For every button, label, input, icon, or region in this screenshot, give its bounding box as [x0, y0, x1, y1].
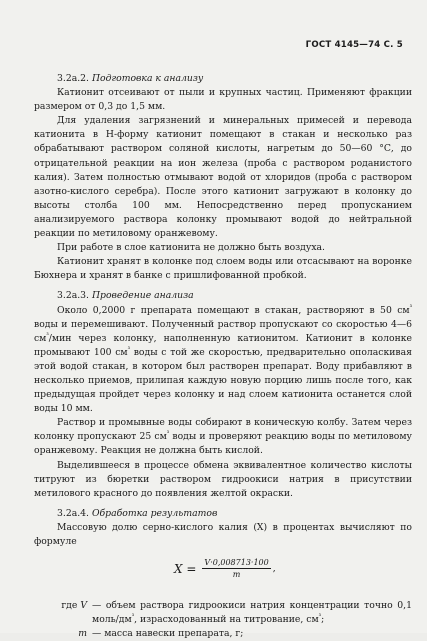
paragraph: Для удаления загрязнений и минеральных примесей и перевода катионита в Н-форму катионит помещают в стакан и несколько раз обрабатывают раствором соляной кислоты, нагретым до 50—60 °С, до отрицательной реакции на ион железа (проба с раствором роданистого калия). Затем полностью отмывают водой от хлоридов (проба с раствором азотно-кислого серебра). После этого катионит загружают в колонку до высоты столба 100 мм. Непосредственно перед пропусканием анализируемого раствора колонку промывают водой до нейтральной реакции по метиловому оранжевому. [34, 115, 412, 240]
section-heading-procedure [34, 289, 412, 303]
page-header: ГОСТ 4145—74 С. 5 [305, 40, 403, 50]
formula-suffix: , [272, 562, 276, 574]
paragraph: Катионит хранят в колонке под слоем воды или отсасывают на воронке Бюхнера и хранят в банке с пришлифованной пробкой. [34, 256, 412, 282]
section-title: Обработка результатов [91, 507, 218, 519]
legend-text [92, 599, 412, 627]
text-run: Около 0,2000 г препарата помещают в стакан, растворяют в 50 см [57, 304, 410, 316]
paragraph: Катионит отсеивают от пыли и крупных частиц. Применяют фракции размером от 0,3 до 1,5 мм. [34, 87, 412, 113]
text-run: масса навески препарата, г; [104, 628, 244, 640]
legend-item [34, 599, 412, 627]
formula-block [34, 551, 412, 597]
section-title: Подготовка к анализу [91, 73, 204, 84]
paragraph [34, 416, 412, 458]
formula-fraction [202, 557, 270, 580]
superscript: ³ [131, 613, 135, 621]
section-heading-results [34, 507, 412, 521]
formula [174, 557, 276, 580]
superscript: ³ [166, 430, 170, 438]
text-run: /мин через колонку, наполненную катионитом. Катионит в колонке промывают 100 см [34, 332, 412, 358]
dash: — [92, 628, 105, 640]
text-run: воды и перемешивают. Полученный раствор пропускают со скоростью 4—6 см [34, 318, 412, 344]
symbol: V [80, 600, 87, 612]
formula-lhs: X = [174, 561, 197, 576]
legend-item [34, 627, 412, 641]
text-run: воды с той же скоростью, предварительно ополаскивая этой водой стакан, в котором был растворен препарат. Воду прибавляют в несколько приемов, прилипая каждую новую порцию лишь после того, как предыдущая пройдет через колонку и над слоем катионита останется слой воды 10 мм. [34, 346, 412, 415]
legend-intro: где [61, 600, 78, 612]
section-number: 3.2а.4. [57, 507, 89, 519]
superscript: ³ [318, 613, 322, 621]
text-run: объем раствора гидроокиси натрия концентрации точно 0,1 моль/дм [92, 600, 412, 626]
formula-denominator: m [232, 570, 241, 580]
paragraph: При работе в слое катионита не должно быть воздуха. [57, 242, 325, 254]
legend-symbol [34, 627, 92, 641]
formula-numerator: V·0,008713·100 [204, 558, 269, 568]
section-title: Проведение анализа [91, 290, 194, 302]
symbol: m [78, 628, 87, 640]
legend-text [92, 627, 412, 641]
text-run: Раствор и промывные воды собирают в коническую колбу. Затем через колонку пропускают 25 см [34, 417, 412, 443]
formula-legend [34, 599, 412, 641]
superscript: ³ [127, 345, 130, 353]
text-run: ; [321, 614, 325, 626]
section-number: 3.2а.2. [57, 73, 89, 84]
section-number: 3.2а.3. [57, 290, 89, 302]
superscript: ³ [409, 303, 412, 311]
paragraph: Массовую долю серно-кислого калия (X) в процентах вычисляют по формуле [34, 521, 412, 547]
text-run: , израсходованный на титрование, см [134, 614, 319, 626]
dash: — [92, 600, 106, 612]
paragraph: Выделившееся в процессе обмена эквивалентное количество кислоты титруют из бюретки раствором гидроокиси натрия в присутствии метилового красного до появления желтой окраски. [34, 459, 412, 499]
superscript: ³ [46, 331, 49, 339]
text-run: воды и проверяют реакцию воды по метиловому оранжевому. Реакция не должна быть кислой. [34, 431, 412, 457]
section-heading-preparation [34, 72, 412, 86]
paragraph [34, 304, 412, 417]
legend-symbol [34, 599, 92, 627]
document-body [34, 66, 412, 641]
